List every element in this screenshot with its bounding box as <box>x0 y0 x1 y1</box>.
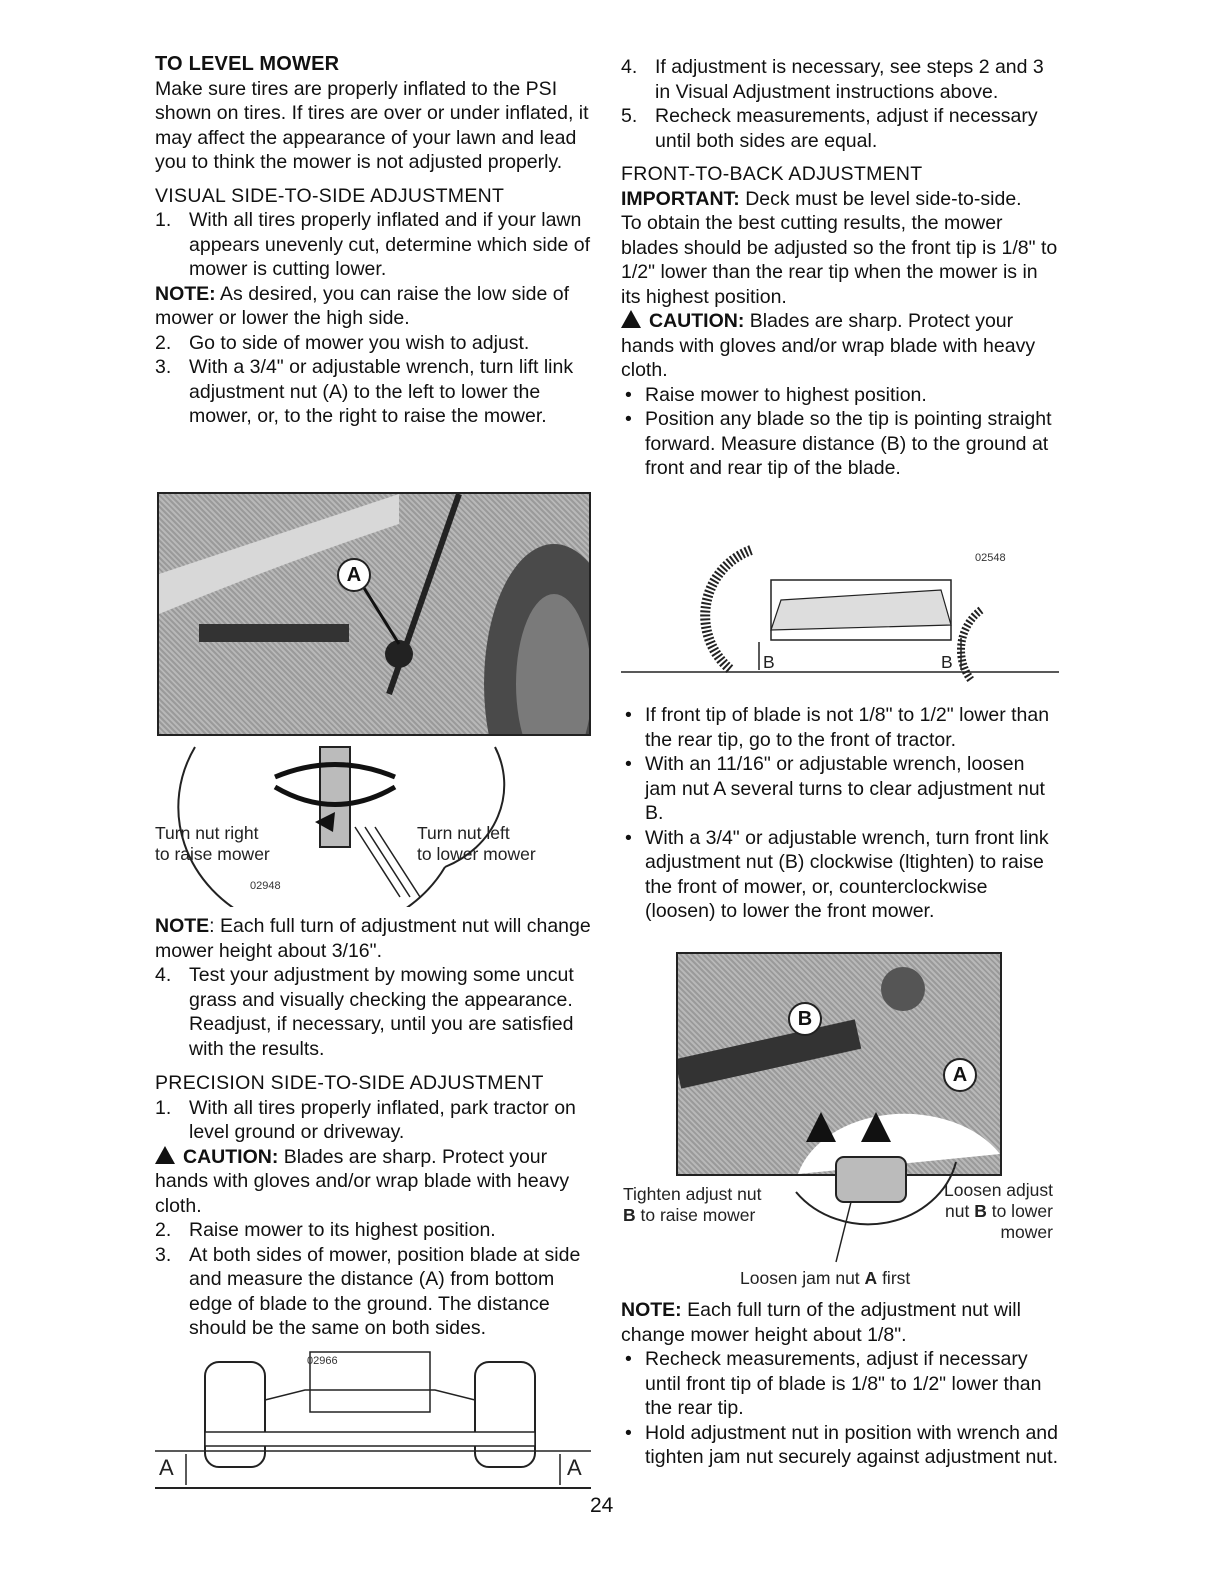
figure-code: 02548 <box>975 552 1006 564</box>
right-column-lower <box>621 1298 1059 1470</box>
bullet-item: • Recheck measurements, adjust if necessary until front tip of blade is 1/8" to 1/2" lower than the rear tip. <box>621 1347 1059 1421</box>
front-link-figure <box>621 952 1059 1292</box>
visual-steps <box>155 208 591 282</box>
precision-steps-right <box>621 55 1059 153</box>
figure-code: 02948 <box>250 880 281 892</box>
precision-steps-cont <box>155 1218 591 1341</box>
precision-adjustment-title: PRECISION SIDE-TO-SIDE ADJUSTMENT <box>155 1072 544 1094</box>
step-item: 4. If adjustment is necessary, see steps 2 and 3 in Visual Adjustment instructions above. <box>621 56 1044 103</box>
caution-paragraph: CAUTION: Blades are sharp. Protect your hands with gloves and/or wrap blade with heavy cloth. <box>621 310 1036 381</box>
step-item: 1. With all tires properly inflated and if your lawn appears unevenly cut, determine which side of mower is cutting lower. <box>155 209 591 280</box>
side-measure-illustration <box>155 1350 591 1495</box>
bullet-item: • With an 11/16" or adjustable wrench, loosen jam nut A several turns to clear adjustment nut B. <box>621 752 1059 826</box>
label-b-left: B <box>763 652 775 672</box>
warning-icon <box>155 1146 175 1164</box>
caption-turn-left: Turn nut left to lower mower <box>417 823 536 864</box>
caution-paragraph: CAUTION: Blades are sharp. Protect your hands with gloves and/or wrap blade with heavy cloth. <box>155 1145 570 1217</box>
bullet-list <box>621 1347 1059 1470</box>
bullet-item: • Hold adjustment nut in position with wrench and tighten jam nut securely against adjustment nut. <box>621 1421 1059 1470</box>
label-a-right: A <box>567 1455 582 1480</box>
step-item: 4. Test your adjustment by mowing some uncut grass and visually checking the appearance. Readjust, if necessary, until you are satisfied with the results. <box>155 964 574 1060</box>
important-paragraph: IMPORTANT: Deck must be level side-to-side. <box>621 187 1022 210</box>
intro-paragraph: Make sure tires are properly inflated to the PSI shown on tires. If tires are over or under inflated, it may affect the appearance of your lawn and lead you to think the mower is not adjusted properly. <box>155 77 589 173</box>
callout-b: B <box>788 1002 822 1036</box>
front-to-back-title: FRONT-TO-BACK ADJUSTMENT <box>621 163 923 185</box>
bullet-item: • Position any blade so the tip is pointing straight forward. Measure distance (B) to the ground at front and rear tip of the blade. <box>621 407 1059 481</box>
figure-code: 02966 <box>307 1355 338 1367</box>
step-item: 5. Recheck measurements, adjust if necessary until both sides are equal. <box>621 105 1038 152</box>
blade-measure-figure <box>621 530 1059 690</box>
visual-adjustment-title: VISUAL SIDE-TO-SIDE ADJUSTMENT <box>155 184 505 207</box>
callout-a: A <box>943 1058 977 1092</box>
note-paragraph: NOTE: Each full turn of the adjustment nut will change mower height about 1/8". <box>621 1299 1021 1346</box>
callout-a: A <box>337 558 371 592</box>
step-item: 2. Raise mower to its highest position. <box>155 1219 496 1241</box>
left-column <box>155 52 591 429</box>
cutting-paragraph: To obtain the best cutting results, the mower blades should be adjusted so the front tip is 1/8" to 1/2" lower than the rear tip when the mower is in its highest position. <box>621 212 1058 308</box>
left-column-lower <box>155 914 591 1341</box>
step-item: 3. At both sides of mower, position blade at side and measure the distance (A) from bottom edge of blade to the ground. The distance should be the same on both sides. <box>155 1243 581 1339</box>
label-b-right: B <box>941 652 953 672</box>
lift-link-photo <box>157 492 591 736</box>
note-paragraph: NOTE: Each full turn of adjustment nut will change mower height about 3/16". <box>155 915 591 962</box>
bullet-item: • With a 3/4" or adjustable wrench, turn front link adjustment nut (B) clockwise (ltighten) to raise the front of mower, or, counterclockwise (loosen) to lower the front mower. <box>621 826 1059 924</box>
bullet-item: • If front tip of blade is not 1/8" to 1/2" lower than the rear tip, go to the front of tractor. <box>621 703 1059 752</box>
bullet-list <box>621 703 1059 924</box>
warning-icon <box>621 310 641 328</box>
right-column-middle <box>621 703 1059 924</box>
visual-steps-final <box>155 963 591 1061</box>
lift-link-figure <box>155 492 591 907</box>
nut-rotation-inset <box>155 727 591 907</box>
step-item: 2. Go to side of mower you wish to adjust. <box>155 331 530 354</box>
step-item: 1. With all tires properly inflated, park tractor on level ground or driveway. <box>155 1096 576 1143</box>
note-paragraph: NOTE: As desired, you can raise the low side of mower or lower the high side. <box>155 282 570 329</box>
side-measure-figure <box>155 1350 591 1495</box>
precision-steps <box>155 1096 591 1145</box>
bullet-item: • Raise mower to highest position. <box>621 383 1059 408</box>
section-heading: TO LEVEL MOWER <box>155 53 340 75</box>
visual-steps-cont <box>155 331 591 429</box>
caption-loosen: Loosen adjust nut B to lower mower <box>944 1180 1053 1242</box>
caption-jam-nut: Loosen jam nut A first <box>740 1268 911 1288</box>
page-number: 24 <box>590 1494 614 1517</box>
caption-tighten: Tighten adjust nut B to raise mower <box>623 1184 762 1225</box>
bullet-list <box>621 383 1059 481</box>
lift-link-illustration <box>159 494 589 734</box>
caption-turn-right: Turn nut right to raise mower <box>155 823 270 864</box>
right-column <box>621 55 1059 481</box>
label-a-left: A <box>159 1455 174 1480</box>
step-item: 3. With a 3/4" or adjustable wrench, turn lift link adjustment nut (A) to the left to lower the mower, or, to the right to raise the mower. <box>155 356 574 427</box>
